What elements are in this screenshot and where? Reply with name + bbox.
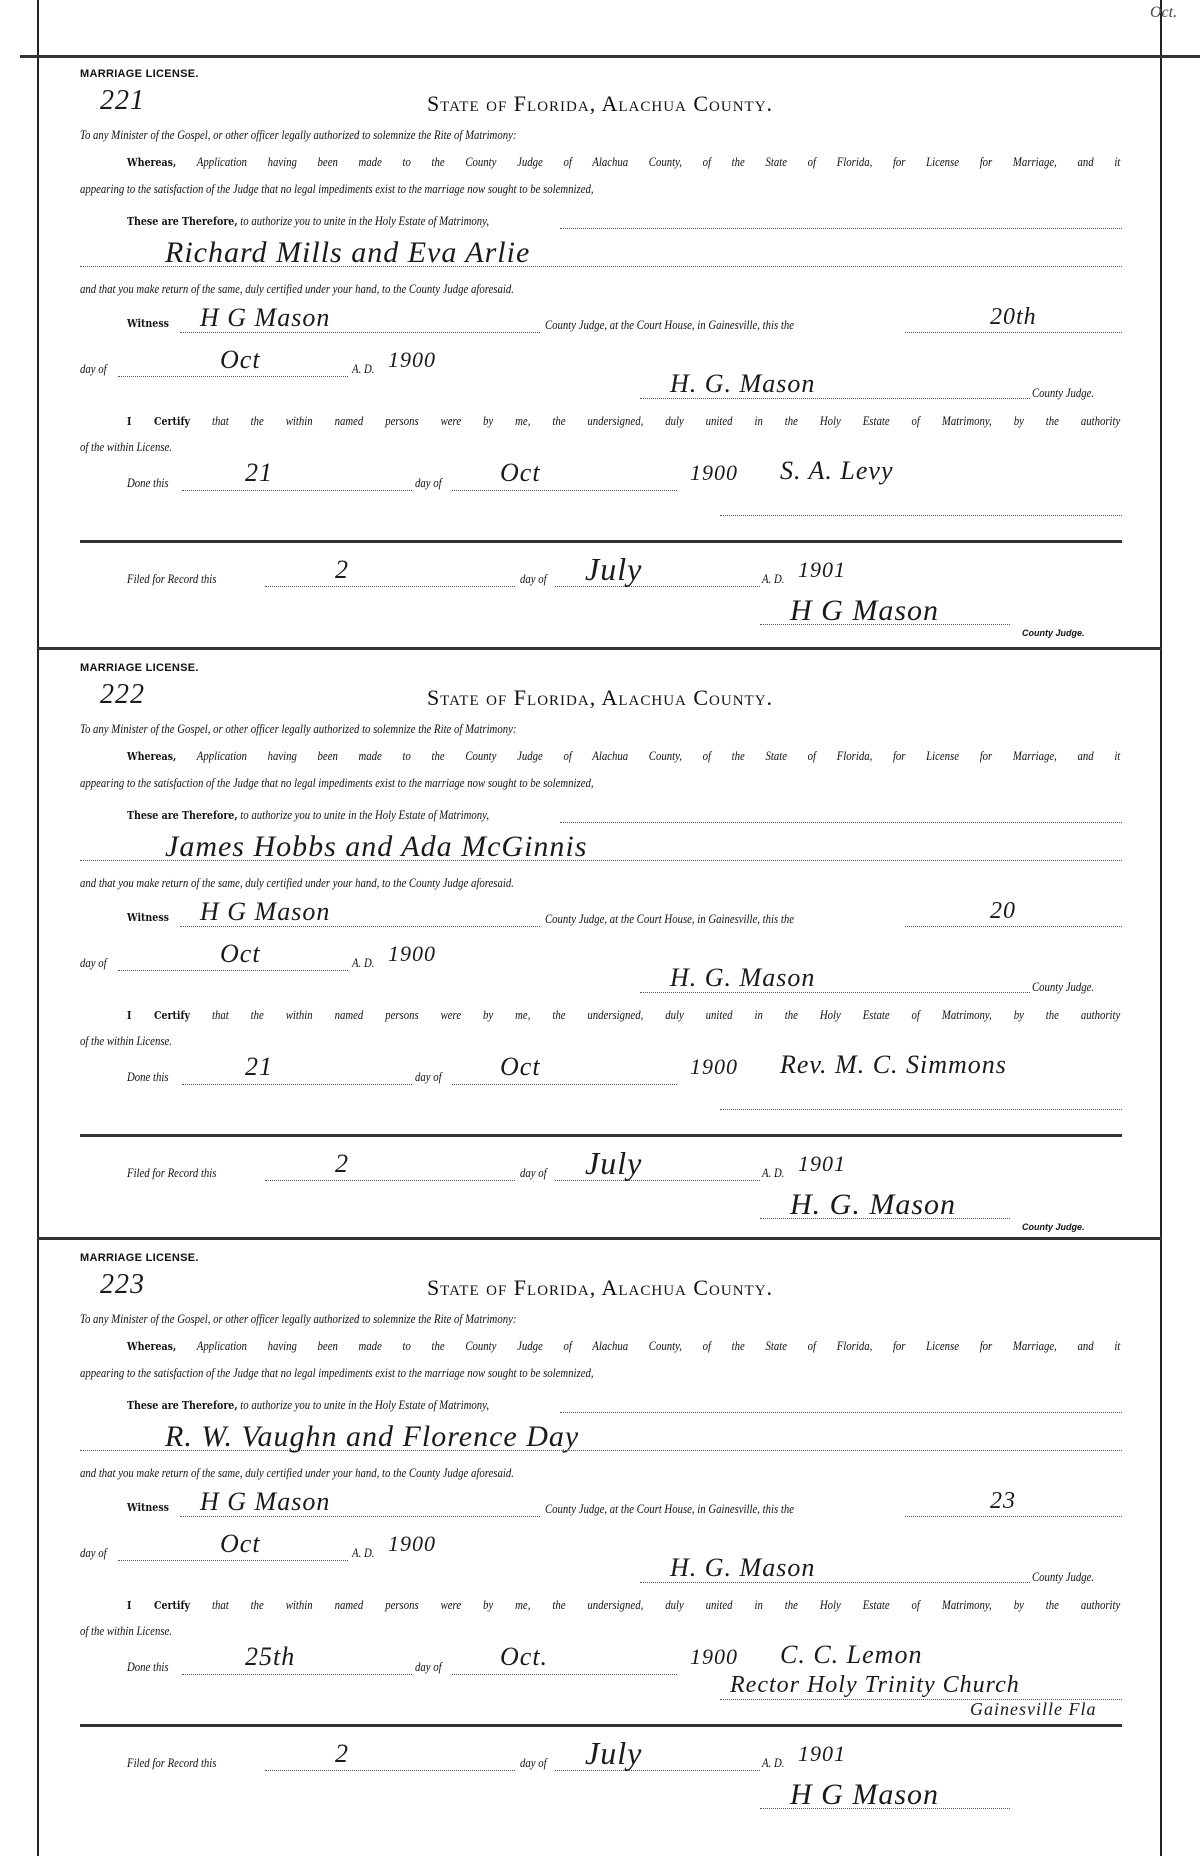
done-month: Oct [500, 1052, 541, 1081]
witness-label: Witness [127, 317, 169, 330]
witness-signature: H G Mason [200, 1487, 331, 1516]
whereas-text: Application having been made to the County Judge of Alachua County, of the State of Florida, for License for Marriage, and it [196, 155, 1121, 169]
dotted-line [452, 490, 677, 491]
day-of-label: day of [80, 1546, 107, 1560]
return-line: and that you make return of the same, duly certified under your hand, to the County Judge aforesaid. [80, 876, 514, 890]
day-of-label: day of [80, 362, 107, 376]
certify-text: that the within named persons were by me, the undersigned, duly united in the Holy Estate of Matrimony, by the authority [212, 1008, 1121, 1022]
filed-year: 1901 [798, 1151, 846, 1176]
certify-word: I Certify [127, 1009, 191, 1022]
dotted-line [720, 1699, 1122, 1700]
marriage-license-record-1 [0, 56, 1200, 650]
filed-month: July [585, 1145, 643, 1181]
dotted-line [180, 332, 540, 333]
dotted-line [760, 624, 1010, 625]
document-title: State of Florida, Alachua County. [426, 685, 774, 710]
filed-label: Filed for Record this [127, 1756, 217, 1770]
address-line: To any Minister of the Gospel, or other officer legally authorized to solemnize the Rite of Matrimony: [80, 1312, 517, 1326]
dotted-line [560, 228, 1122, 229]
filed-county-judge-label: County Judge. [1022, 1222, 1085, 1232]
whereas-word: Whereas, [127, 1340, 177, 1353]
therefore-line [127, 1398, 489, 1413]
issue-month: Oct [220, 1529, 261, 1558]
done-day: 21 [245, 1052, 273, 1081]
certify-text: that the within named persons were by me, the undersigned, duly united in the Holy Estate of Matrimony, by the authority [212, 1598, 1121, 1612]
done-this-label: Done this [127, 1660, 169, 1674]
filed-judge-signature: H G Mason [790, 594, 939, 627]
return-line: and that you make return of the same, duly certified under your hand, to the County Judge aforesaid. [80, 1466, 514, 1480]
witness-signature: H G Mason [200, 303, 331, 332]
issue-day: 23 [990, 1488, 1016, 1514]
officiant-signature: C. C. Lemon [780, 1640, 923, 1669]
authorize-text: to authorize you to unite in the Holy Estate of Matrimony, [240, 214, 490, 228]
witness-signature: H G Mason [200, 897, 331, 926]
filed-day: 2 [335, 555, 349, 584]
issue-day: 20th [990, 304, 1037, 330]
done-day: 21 [245, 458, 273, 487]
court-house-text: County Judge, at the Court House, in Gainesville, this the [545, 912, 795, 926]
section-rule [80, 1724, 1122, 1727]
county-judge-label: County Judge. [1032, 386, 1095, 400]
authorize-text: to authorize you to unite in the Holy Estate of Matrimony, [240, 1398, 490, 1412]
therefore-line [127, 214, 489, 229]
done-day-of-label: day of [415, 1660, 442, 1674]
couple-names: James Hobbs and Ada McGinnis [165, 830, 588, 863]
day-of-label: day of [80, 956, 107, 970]
done-day-of-label: day of [415, 476, 442, 490]
filed-day-of-label: day of [520, 572, 547, 586]
these-are-word: These are Therefore, [127, 809, 238, 822]
county-judge-label: County Judge. [1032, 980, 1095, 994]
couple-names: R. W. Vaughn and Florence Day [165, 1420, 580, 1453]
whereas-line [127, 1339, 1120, 1354]
done-this-label: Done this [127, 1070, 169, 1084]
done-year: 1900 [690, 1054, 738, 1079]
dotted-line [265, 586, 515, 587]
filed-month: July [585, 551, 643, 587]
appearing-line: appearing to the satisfaction of the Judge that no legal impediments exist to the marriage now sought to be solemnized, [80, 182, 594, 196]
done-month: Oct [500, 458, 541, 487]
dotted-line [452, 1084, 677, 1085]
marriage-license-record-3 [0, 1240, 1200, 1856]
appearing-line: appearing to the satisfaction of the Judge that no legal impediments exist to the marriage now sought to be solemnized, [80, 1366, 594, 1380]
therefore-line [127, 808, 489, 823]
done-this-label: Done this [127, 476, 169, 490]
dotted-line [640, 992, 1030, 993]
witness-label: Witness [127, 911, 169, 924]
issue-year: 1900 [388, 347, 436, 372]
dotted-line [118, 1560, 348, 1561]
court-house-text: County Judge, at the Court House, in Gainesville, this the [545, 1502, 795, 1516]
court-house-text: County Judge, at the Court House, in Gainesville, this the [545, 318, 795, 332]
section-rule [80, 540, 1122, 543]
ad-label: A. D. [352, 956, 375, 970]
filed-ad-label: A. D. [762, 1756, 785, 1770]
filed-judge-signature: H. G. Mason [790, 1188, 956, 1221]
done-year: 1900 [690, 460, 738, 485]
whereas-word: Whereas, [127, 750, 177, 763]
filed-day-of-label: day of [520, 1166, 547, 1180]
within-license-line: of the within License. [80, 440, 172, 454]
authorize-text: to authorize you to unite in the Holy Estate of Matrimony, [240, 808, 490, 822]
filed-year: 1901 [798, 557, 846, 582]
marriage-license-record-2 [0, 650, 1200, 1240]
corner-note: Oct. [1150, 4, 1178, 21]
dotted-line [560, 822, 1122, 823]
dotted-line [720, 515, 1122, 516]
issue-month: Oct [220, 345, 261, 374]
dotted-line [452, 1674, 677, 1675]
dotted-line [118, 970, 348, 971]
certify-line [127, 1598, 1120, 1613]
filed-label: Filed for Record this [127, 572, 217, 586]
officiant-signature: S. A. Levy [780, 456, 894, 485]
document-title: State of Florida, Alachua County. [426, 1275, 774, 1300]
dotted-line [905, 332, 1122, 333]
certify-word: I Certify [127, 1599, 191, 1612]
filed-ad-label: A. D. [762, 1166, 785, 1180]
dotted-line [80, 266, 1122, 267]
filed-year: 1901 [798, 1741, 846, 1766]
dotted-line [560, 1412, 1122, 1413]
license-number: 222 [100, 679, 145, 710]
license-number: 223 [100, 1269, 145, 1300]
these-are-word: These are Therefore, [127, 215, 238, 228]
license-number: 221 [100, 85, 145, 116]
within-license-line: of the within License. [80, 1034, 172, 1048]
done-day: 25th [245, 1642, 296, 1671]
officiant-signature: Rev. M. C. Simmons [780, 1050, 1007, 1079]
officiant-title: Rector Holy Trinity Church [730, 1672, 1020, 1698]
certify-text: that the within named persons were by me, the undersigned, duly united in the Holy Estate of Matrimony, by the authority [212, 414, 1121, 428]
whereas-text: Application having been made to the County Judge of Alachua County, of the State of Florida, for License for Marriage, and it [196, 1339, 1121, 1353]
filed-day: 2 [335, 1149, 349, 1178]
filed-day-of-label: day of [520, 1756, 547, 1770]
done-year: 1900 [690, 1644, 738, 1669]
officiant-place: Gainesville Fla [970, 1699, 1097, 1719]
dotted-line [640, 398, 1030, 399]
within-license-line: of the within License. [80, 1624, 172, 1638]
county-judge-label: County Judge. [1032, 1570, 1095, 1584]
return-line: and that you make return of the same, duly certified under your hand, to the County Judge aforesaid. [80, 282, 514, 296]
address-line: To any Minister of the Gospel, or other officer legally authorized to solemnize the Rite of Matrimony: [80, 128, 517, 142]
dotted-line [80, 1450, 1122, 1451]
whereas-line [127, 749, 1120, 764]
couple-names: Richard Mills and Eva Arlie [165, 236, 531, 269]
issue-day: 20 [990, 898, 1016, 924]
filed-ad-label: A. D. [762, 572, 785, 586]
license-label: MARRIAGE LICENSE. [80, 68, 199, 80]
these-are-word: These are Therefore, [127, 1399, 238, 1412]
issue-month: Oct [220, 939, 261, 968]
done-month: Oct. [500, 1642, 549, 1671]
whereas-word: Whereas, [127, 156, 177, 169]
certify-line [127, 414, 1120, 429]
witness-label: Witness [127, 1501, 169, 1514]
dotted-line [182, 1084, 412, 1085]
dotted-line [905, 1516, 1122, 1517]
filed-judge-signature: H G Mason [790, 1778, 939, 1811]
address-line: To any Minister of the Gospel, or other officer legally authorized to solemnize the Rite of Matrimony: [80, 722, 517, 736]
dotted-line [180, 926, 540, 927]
ad-label: A. D. [352, 362, 375, 376]
judge-signature: H. G. Mason [670, 963, 816, 992]
dotted-line [905, 926, 1122, 927]
document-title: State of Florida, Alachua County. [426, 91, 774, 116]
whereas-text: Application having been made to the County Judge of Alachua County, of the State of Florida, for License for Marriage, and it [196, 749, 1121, 763]
appearing-line: appearing to the satisfaction of the Judge that no legal impediments exist to the marriage now sought to be solemnized, [80, 776, 594, 790]
whereas-line [127, 155, 1120, 170]
judge-signature: H. G. Mason [670, 1553, 816, 1582]
dotted-line [265, 1180, 515, 1181]
filed-month: July [585, 1735, 643, 1771]
filed-label: Filed for Record this [127, 1166, 217, 1180]
judge-signature: H. G. Mason [670, 369, 816, 398]
certify-word: I Certify [127, 415, 191, 428]
dotted-line [80, 860, 1122, 861]
ad-label: A. D. [352, 1546, 375, 1560]
certify-line [127, 1008, 1120, 1023]
filed-county-judge-label: County Judge. [1022, 628, 1085, 638]
dotted-line [760, 1218, 1010, 1219]
issue-year: 1900 [388, 1531, 436, 1556]
section-rule [80, 1134, 1122, 1137]
dotted-line [118, 376, 348, 377]
dotted-line [720, 1109, 1122, 1110]
license-label: MARRIAGE LICENSE. [80, 662, 199, 674]
dotted-line [182, 490, 412, 491]
dotted-line [182, 1674, 412, 1675]
dotted-line [640, 1582, 1030, 1583]
dotted-line [760, 1808, 1010, 1809]
dotted-line [265, 1770, 515, 1771]
done-day-of-label: day of [415, 1070, 442, 1084]
filed-day: 2 [335, 1739, 349, 1768]
dotted-line [180, 1516, 540, 1517]
license-label: MARRIAGE LICENSE. [80, 1252, 199, 1264]
issue-year: 1900 [388, 941, 436, 966]
